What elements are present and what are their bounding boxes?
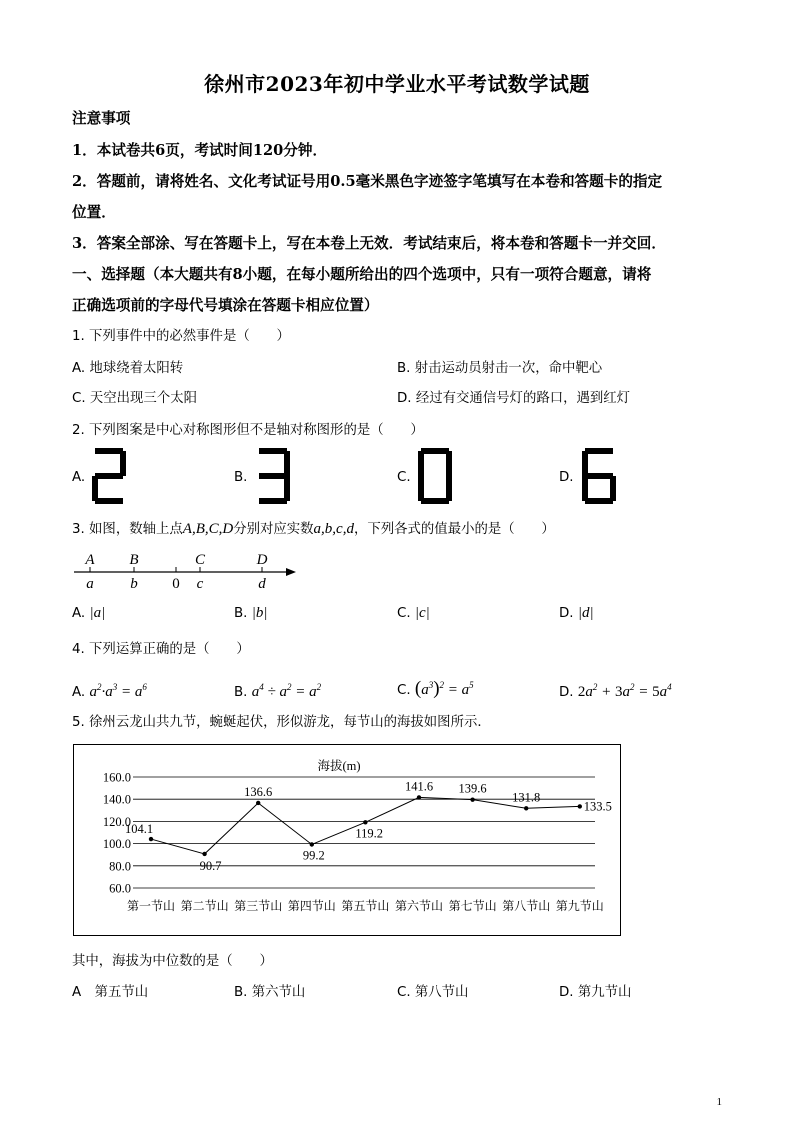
q5-stem: 5. 徐州云龙山共九节，蜿蜒起伏，形似游龙，每节山的海拔如图所示．: [72, 715, 491, 730]
q5-followup: 其中，海拔为中位数的是（ ）: [72, 954, 273, 969]
altitude-chart: [73, 744, 621, 936]
q3-stem-mid: 分别对应实数: [233, 522, 314, 537]
y-tick-label: 140.0: [102, 792, 131, 807]
q5-option-a: A 第五节山: [72, 985, 149, 1000]
q3-stem-post: ，下列各式的值最小的是（ ）: [353, 522, 555, 537]
value-label-b: b: [130, 576, 138, 592]
q1-option-b: B. 射击运动员射击一次，命中靶心: [397, 361, 603, 376]
y-tick-label: 100.0: [102, 837, 131, 852]
point-label-b: B: [129, 552, 139, 568]
q4-option-a: A. $a^2\cdot a^3 = a^6$: [72, 682, 147, 700]
q5-option-b: B. 第六节山: [234, 985, 306, 1000]
q2-stem: 2. 下列图案是中心对称图形但不是轴对称图形的是（ ）: [72, 423, 424, 438]
y-tick-label: 80.0: [109, 859, 131, 874]
section-heading-line2: 正确选项前的字母代号填涂在答题卡相应位置）: [72, 297, 379, 314]
data-label: 136.6: [244, 784, 273, 799]
data-label: 139.6: [458, 781, 487, 796]
q4-option-c: C. $(a^3)^2 = a^5$: [397, 678, 474, 699]
chart-title: 海拔(m): [317, 759, 361, 773]
x-tick-label: 第五节山: [341, 899, 390, 913]
x-tick-label: 第二节山: [180, 899, 229, 913]
number-line-figure: [72, 548, 302, 594]
x-tick-label: 第四节山: [287, 899, 336, 913]
value-label-c: c: [196, 576, 204, 592]
value-label-a: a: [86, 576, 94, 592]
q1-stem: 1. 下列事件中的必然事件是（ ）: [72, 329, 290, 344]
q3-stem-vars: a,b,c,d: [313, 521, 354, 537]
q1-option-c: C. 天空出现三个太阳: [72, 391, 197, 406]
data-label: 90.7: [199, 858, 222, 873]
q5-option-c: C. 第八节山: [397, 985, 469, 1000]
data-label: 99.2: [302, 848, 325, 863]
q2-option-a-label: A.: [72, 470, 86, 485]
q3-option-a: A. |a|: [72, 605, 106, 621]
q3-option-c: C. |c|: [397, 605, 430, 621]
q3-stem: [72, 520, 555, 539]
note-2-cont: 位置．: [72, 204, 116, 221]
digit-6-image: [582, 448, 616, 504]
point-label-a: A: [85, 552, 95, 568]
q4-stem: 4. 下列运算正确的是（ ）: [72, 642, 250, 657]
q3-stem-pre: 3. 如图，数轴上点: [72, 522, 183, 537]
x-tick-label: 第三节山: [234, 899, 283, 913]
y-tick-label: 60.0: [109, 881, 131, 896]
note-3: 3．答案全部涂、写在答题卡上，写在本卷上无效．考试结束后，将本卷和答题卡一并交回．: [72, 235, 666, 252]
page-number: 1: [716, 1096, 722, 1108]
page-title: 徐州市2023年初中学业水平考试数学试题: [204, 72, 590, 96]
data-point: [310, 842, 314, 846]
data-point: [524, 806, 528, 810]
y-tick-label: 120.0: [102, 814, 131, 829]
data-point: [256, 801, 260, 805]
x-tick-label: 第八节山: [502, 899, 551, 913]
point-label-c: C: [194, 552, 206, 568]
notes-heading: 注意事项: [72, 110, 131, 127]
q2-option-b-label: B.: [234, 470, 248, 485]
q2-option-c-label: C.: [397, 470, 411, 485]
data-point: [578, 804, 582, 808]
note-2: 2．答题前，请将姓名、文化考试证号用0.5毫米黑色字迹签字笔填写在本卷和答题卡的指定: [72, 173, 663, 190]
x-tick-label: 第一节山: [126, 899, 176, 913]
data-point: [417, 795, 421, 799]
data-label: 131.8: [512, 790, 541, 805]
point-label-d: D: [256, 552, 268, 568]
q5-option-d: D. 第九节山: [559, 985, 632, 1000]
data-label: 133.5: [583, 799, 612, 814]
data-label: 119.2: [355, 826, 384, 841]
x-tick-label: 第七节山: [448, 899, 497, 913]
data-point: [149, 837, 153, 841]
y-tick-label: 160.0: [102, 770, 131, 785]
digit-2-image: [92, 448, 126, 504]
q4-option-d: D. $2a^2 + 3a^2 = 5a^4$: [559, 682, 672, 700]
q1-option-a: A. 地球绕着太阳转: [72, 361, 184, 376]
note-1: 1．本试卷共6页，考试时间120分钟．: [72, 142, 328, 159]
x-tick-label: 第九节山: [555, 899, 604, 913]
digit-3-image: [256, 448, 290, 504]
value-label-zero: 0: [172, 576, 180, 592]
q3-option-b: B. |b|: [234, 605, 268, 621]
q3-stem-points: A,B,C,D: [182, 521, 234, 537]
data-point: [470, 797, 474, 801]
data-label: 141.6: [404, 779, 434, 794]
q2-option-d-label: D.: [559, 470, 574, 485]
q3-option-d: D. |d|: [559, 605, 594, 621]
q1-option-d: D. 经过有交通信号灯的路口，遇到红灯: [397, 391, 631, 406]
digit-0-image: [418, 448, 452, 504]
q4-option-b: B. $a^4 \div a^2 = a^2$: [234, 682, 322, 700]
x-tick-label: 第六节山: [394, 899, 444, 913]
section-heading-line1: 一、选择题（本大题共有8小题，在每小题所给出的四个选项中，只有一项符合题意，请将: [72, 266, 652, 283]
number-line-arrow: [286, 568, 296, 576]
data-label: 104.1: [124, 822, 154, 837]
data-point: [363, 820, 367, 824]
value-label-d: d: [258, 576, 266, 592]
data-point: [202, 852, 206, 856]
